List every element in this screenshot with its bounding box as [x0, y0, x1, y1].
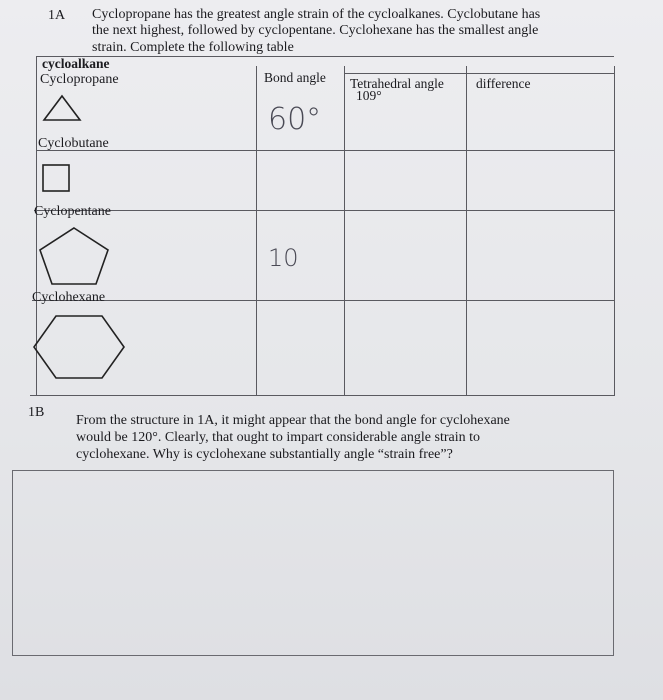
cyclopentane-bond-angle: 10 [268, 244, 299, 272]
table-rule [36, 150, 614, 151]
question-1a-number: 1A [48, 8, 66, 23]
question-1a-line-1: Cyclopropane has the greatest angle strain of the cycloalkanes. Cyclobutane has [92, 7, 541, 22]
question-1b-line-2: would be 120°. Clearly, that ought to impart considerable angle strain to [76, 430, 480, 445]
triangle-shape [42, 94, 82, 124]
table-rule [344, 73, 614, 74]
question-1a-line-2: the next highest, followed by cyclopentane. Cyclohexane has the smallest angle [92, 23, 539, 38]
table-rule [32, 300, 614, 301]
row-name-cyclopropane: Cyclopropane [40, 72, 119, 87]
question-1a-line-3: strain. Complete the following table [92, 40, 294, 55]
cyclopropane-tetrahedral-angle: 109° [356, 88, 382, 103]
table-rule [30, 395, 614, 396]
row-name-cyclohexane: Cyclohexane [32, 290, 106, 305]
table-rule [614, 66, 615, 396]
row-name-cyclopentane: Cyclopentane [34, 204, 111, 219]
pentagon-shape [36, 226, 112, 288]
table-rule [256, 66, 257, 396]
table-rule [466, 66, 467, 396]
hexagon-shape [32, 314, 128, 380]
header-difference: difference [476, 76, 531, 91]
question-1b-line-1: From the structure in 1A, it might appear that the bond angle for cyclohexane [76, 413, 510, 428]
question-1b-line-3: cyclohexane. Why is cyclohexane substantially angle “strain free”? [76, 447, 453, 462]
header-bond-angle: Bond angle [264, 70, 326, 85]
header-tetrahedral-angle: Tetrahedral angle [350, 76, 444, 91]
square-shape [42, 164, 72, 194]
table-rule [344, 66, 345, 396]
cyclopropane-bond-angle: 60° [268, 102, 322, 137]
table-rule [34, 210, 614, 211]
question-1b-number: 1B [28, 405, 45, 420]
table-rule [36, 56, 614, 57]
header-cycloalkane: cycloalkane [42, 56, 110, 71]
row-name-cyclobutane: Cyclobutane [38, 136, 109, 151]
answer-box-1b[interactable] [12, 470, 614, 656]
